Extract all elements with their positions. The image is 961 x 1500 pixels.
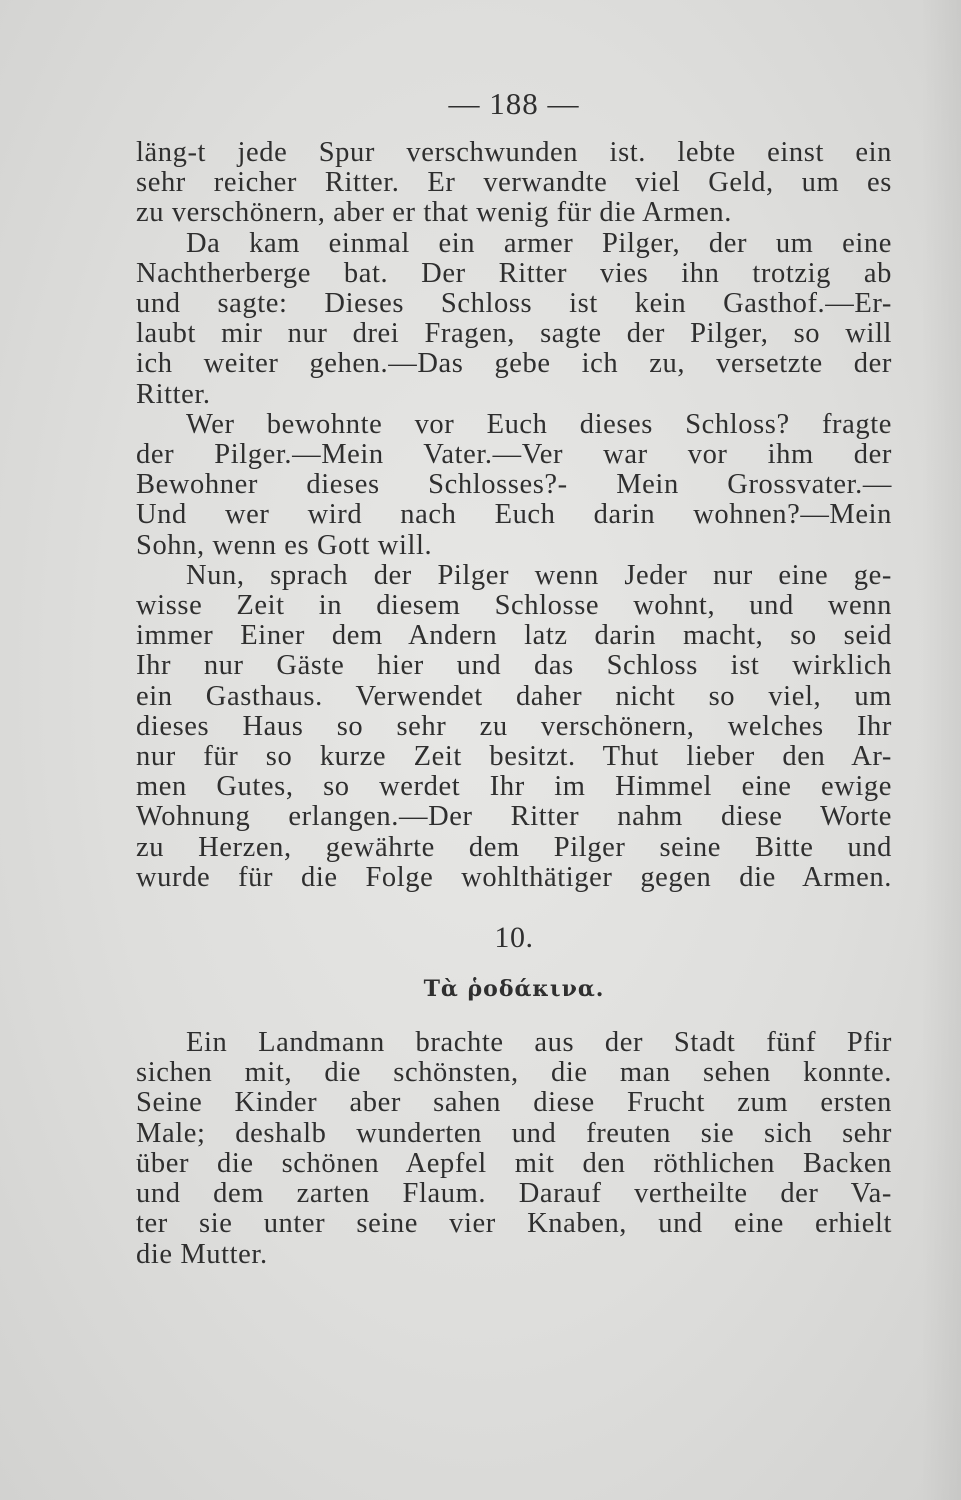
text-line: ein Gasthaus. Verwendet daher nicht so viel, um bbox=[136, 680, 892, 712]
page-edge-shadow bbox=[921, 0, 961, 1500]
text-line: Bewohner dieses Schlosses?‑ Mein Grossvater.— bbox=[136, 469, 892, 501]
text-line: Sohn, wenn es Gott will. bbox=[136, 529, 433, 561]
text-line: men Gutes, so werdet Ihr im Himmel eine ewige bbox=[136, 771, 892, 803]
text-line: über die schönen Aepfel mit den röthlichen Backen bbox=[136, 1147, 892, 1179]
text-line: Male; deshalb wunderten und freuten sie sich sehr bbox=[136, 1117, 892, 1149]
text-line: wurde für die Folge wohlthätiger gegen die Armen. bbox=[136, 861, 892, 893]
text-line: nur für so kurze Zeit besitzt. Thut lieber den Ar- bbox=[136, 741, 892, 773]
text-line: Nun, sprach der Pilger wenn Jeder nur eine ge- bbox=[186, 559, 892, 591]
text-line: die Mutter. bbox=[136, 1238, 268, 1270]
text-line: Ritter. bbox=[136, 378, 211, 410]
text-line: Ein Landmann brachte aus der Stadt fünf Pfir bbox=[186, 1027, 892, 1059]
text-line: der Pilger.—Mein Vater.—Ver war vor ihm der bbox=[136, 439, 892, 471]
text-line: Ihr nur Gäste hier und das Schloss ist wirklich bbox=[136, 650, 892, 682]
text-line: Seine Kinder aber sahen diese Frucht zum ersten bbox=[136, 1087, 892, 1119]
text-line: Und wer wird nach Euch darin wohnen?—Mein bbox=[136, 499, 892, 531]
text-line: Nachtherberge bat. Der Ritter vies ihn trotzig ab bbox=[136, 257, 892, 289]
text-line: sichen mit, die schönsten, die man sehen konnte. bbox=[136, 1057, 892, 1089]
text-line: zu Herzen, gewährte dem Pilger seine Bitte und bbox=[136, 831, 892, 863]
section-number: 10. bbox=[494, 921, 534, 955]
text-line: zu verschönern, aber er that wenig für die Armen. bbox=[136, 197, 733, 229]
text-line: laubt mir nur drei Fragen, sagte der Pilger, so will bbox=[136, 318, 892, 350]
text-line: dieses Haus so sehr zu verschönern, welches Ihr bbox=[136, 710, 892, 742]
page-number: — 188 — bbox=[448, 86, 580, 121]
section-paragraph bbox=[136, 1028, 892, 1270]
text-line: Da kam einmal ein armer Pilger, der um eine bbox=[186, 227, 892, 259]
text-line: sehr reicher Ritter. Er verwandte viel Geld, um es bbox=[136, 167, 892, 199]
text-line: ich weiter gehen.—Das gebe ich zu, versetzte der bbox=[136, 348, 892, 380]
text-line: immer Einer dem Andern latz darin macht, so seid bbox=[136, 620, 892, 652]
section-title: Τὰ ῥοδάκινα. bbox=[423, 976, 605, 1003]
text-line: wisse Zeit in diesem Schlosse wohnt, und wenn bbox=[136, 590, 892, 622]
text-column bbox=[136, 84, 892, 1270]
story-paragraphs bbox=[136, 138, 892, 893]
text-line: Wohnung erlangen.—Der Ritter nahm diese Worte bbox=[136, 801, 892, 833]
text-line: Wer bewohnte vor Euch dieses Schloss? fragte bbox=[186, 408, 892, 440]
text-line: und sagte: Dieses Schloss ist kein Gasthof.—Er- bbox=[136, 288, 892, 320]
text-line: und dem zarten Flaum. Darauf vertheilte der Va- bbox=[136, 1178, 892, 1210]
text-line: ter sie unter seine vier Knaben, und eine erhielt bbox=[136, 1208, 892, 1240]
text-line: läng‑t jede Spur verschwunden ist. lebte einst ein bbox=[136, 137, 892, 168]
